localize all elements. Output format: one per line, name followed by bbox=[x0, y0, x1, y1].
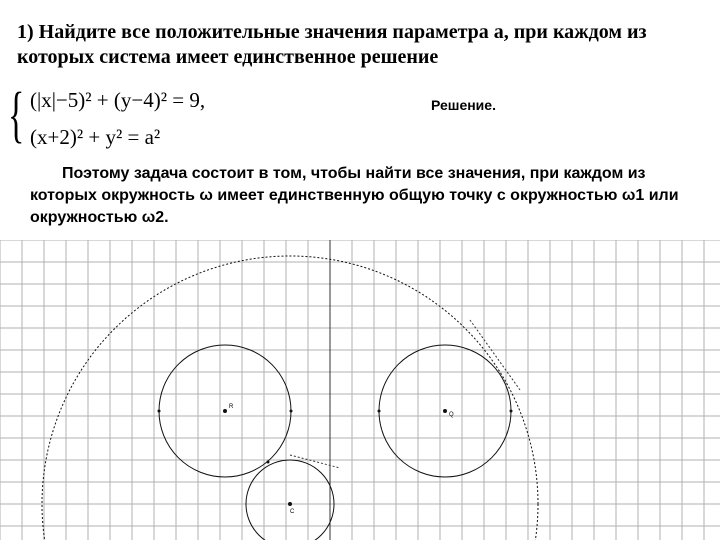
point-left-edge bbox=[158, 410, 161, 413]
circle-diagram bbox=[0, 240, 720, 540]
point-label-bottom: C bbox=[290, 509, 295, 515]
point-left-edge-2 bbox=[378, 410, 381, 413]
point-left-center bbox=[223, 409, 227, 413]
point-right-edge-1 bbox=[290, 410, 293, 413]
system-equation-2: (x+2)² + y² = a² bbox=[30, 125, 161, 149]
points bbox=[158, 409, 513, 506]
point-small-center bbox=[288, 502, 292, 506]
point-right-center bbox=[443, 409, 447, 413]
problem-title: 1) Найдите все положительные значения параметра a, при каждом из которых система имеет единственное решение bbox=[17, 21, 647, 68]
system-equation-1: (|x|−5)² + (y−4)² = 9, bbox=[30, 88, 206, 112]
point-right-edge-2 bbox=[510, 410, 513, 413]
point-label-right: Q bbox=[449, 412, 454, 418]
system-brace: { bbox=[8, 81, 25, 149]
solution-label: Решение. bbox=[431, 97, 496, 113]
circle-small bbox=[246, 460, 334, 540]
point-bottom-touch bbox=[267, 461, 270, 464]
tangent-line-bottom bbox=[290, 455, 340, 468]
tangent-line-right bbox=[470, 320, 520, 390]
point-label-left: R bbox=[229, 404, 234, 410]
grid bbox=[0, 240, 720, 540]
solution-paragraph: Поэтому задача состоит в том, чтобы найти все значения, при каждом из которых окружность ω имеет единственную общую точку с окружностью ω1 или окружностью ω2. bbox=[30, 165, 679, 226]
